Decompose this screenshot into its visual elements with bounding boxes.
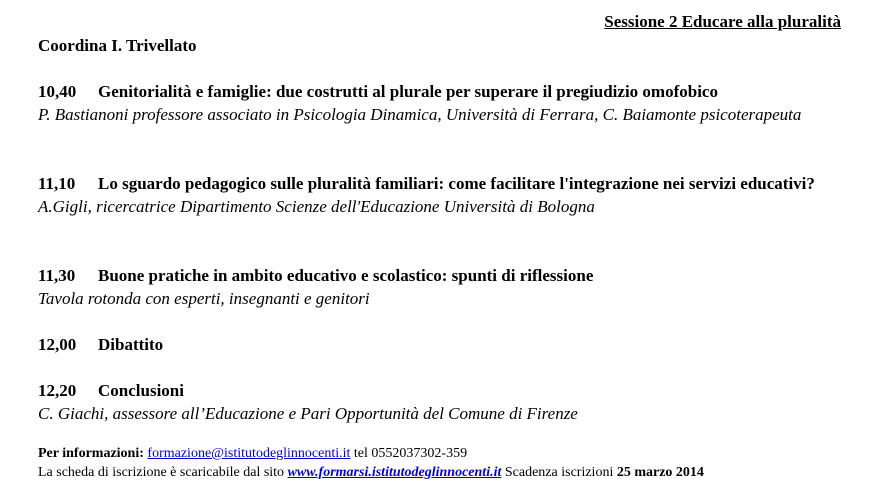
phone-text: tel 0552037302-359 xyxy=(353,446,468,461)
item-title: Conclusioni xyxy=(98,381,184,400)
download-text: La scheda di iscrizione è scaricabile dal sito xyxy=(38,465,285,480)
program-item xyxy=(38,379,838,425)
info-label: Per informazioni xyxy=(38,446,140,461)
item-speaker: Tavola rotonda con esperti, insegnanti e genitori xyxy=(38,289,370,308)
website-link[interactable]: www.formarsi.istitutodeglinnocenti.it xyxy=(287,465,502,480)
program-item xyxy=(38,333,838,356)
program-item xyxy=(38,172,838,218)
item-speaker: C. Giachi, assessore all’Educazione e Pari Opportunità del Comune di Firenze xyxy=(38,404,578,423)
contact-info: Per informazioni: formazione@istitutodeglinnocenti.it tel 0552037302-359 xyxy=(38,446,468,461)
program-item xyxy=(38,264,838,310)
coordinator: Coordina I. Trivellato xyxy=(38,36,197,55)
item-title: Lo sguardo pedagogico sulle pluralità familiari: come facilitare l'integrazione nei servizi educativi? xyxy=(98,174,815,193)
item-title: Genitorialità e famiglie: due costrutti al plurale per superare il pregiudizio omofobico xyxy=(98,82,718,101)
program-item xyxy=(38,80,838,126)
item-time: 11,30 xyxy=(38,266,76,285)
deadline-date: 25 marzo 2014 xyxy=(616,465,704,480)
item-time: 10,40 xyxy=(38,82,77,101)
item-speaker: A.Gigli, ricercatrice Dipartimento Scienze dell'Educazione Università di Bologna xyxy=(38,197,595,216)
item-time: 12,00 xyxy=(38,335,77,354)
item-time: 11,10 xyxy=(38,174,76,193)
item-time: 12,20 xyxy=(38,381,77,400)
session-title: Sessione 2 Educare alla pluralità xyxy=(604,12,841,31)
item-speaker: P. Bastianoni professore associato in Psicologia Dinamica, Università di Ferrara, C. Baiamonte psicoterapeuta xyxy=(38,105,802,124)
item-title: Buone pratiche in ambito educativo e scolastico: spunti di riflessione xyxy=(98,266,594,285)
email-link[interactable]: formazione@istitutodeglinnocenti.it xyxy=(147,446,351,461)
deadline-label: Scadenza iscrizioni xyxy=(504,465,614,480)
registration-info xyxy=(38,465,704,481)
item-title: Dibattito xyxy=(98,335,164,354)
